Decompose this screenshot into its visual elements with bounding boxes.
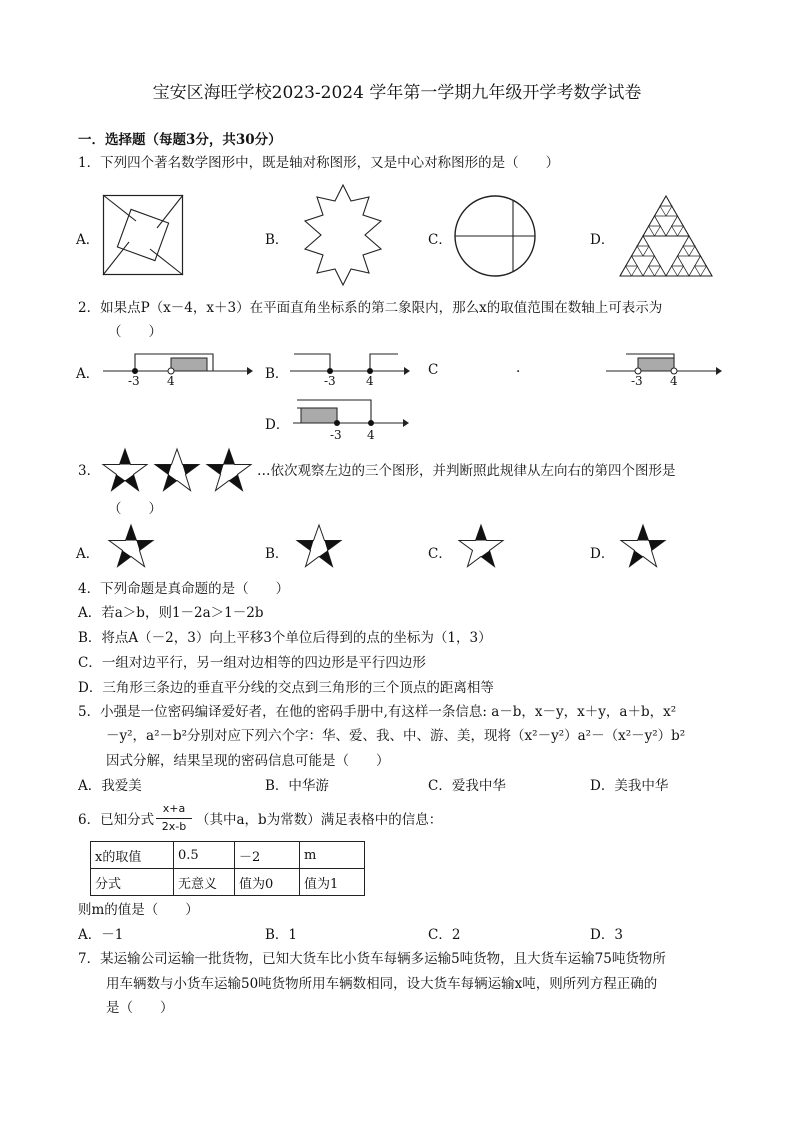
q2-label-c-dot: . xyxy=(516,360,521,376)
q3-star-2 xyxy=(155,449,199,491)
table-cell: m xyxy=(300,842,365,869)
question-2-stem: 2．如果点P（x－4，x＋3）在平面直角坐标系的第二象限内，那么x的取值范围在数轴上可表示为 xyxy=(78,300,663,316)
table-cell: 0.5 xyxy=(174,842,235,869)
table-cell: 值为1 xyxy=(300,869,365,896)
section-heading: 一．选择题（每题3分，共30分） xyxy=(78,132,282,148)
q1-label-d: D． xyxy=(590,232,615,248)
q3-star-1 xyxy=(103,449,147,491)
q2-label-d: D． xyxy=(265,417,290,433)
q2-d-tick-minus3: -3 xyxy=(330,428,342,442)
q6-info-table xyxy=(90,841,365,896)
table-cell: 值为0 xyxy=(235,869,300,896)
q2-number-line-b xyxy=(290,348,410,388)
question-3-stem: …依次观察左边的三个图形，并判断照此规律从左向右的第四个图形是 xyxy=(257,463,676,479)
table-cell: －2 xyxy=(235,842,300,869)
table-cell: 无意义 xyxy=(174,869,235,896)
question-4-stem: 4．下列命题是真命题的是（ ） xyxy=(78,581,290,597)
q3-label-b: B． xyxy=(265,546,289,562)
question-3-paren: （ ） xyxy=(108,501,162,517)
q4-option-a: A．若a＞b，则1－2a＞1－2b xyxy=(78,605,264,621)
q1-koch-snowflake-figure xyxy=(293,183,393,287)
question-7-line3: 是（ ） xyxy=(106,1000,174,1016)
question-7-line1: 7．某运输公司运输一批货物，已知大货车比小货车每辆多运输5吨货物，且大货车运输75吨货物所 xyxy=(78,951,666,967)
q6-fraction-denominator: 2x-b xyxy=(161,820,187,833)
question-5-line2: －y²，a²－b²分别对应下列六个字：华、爱、我、中、游、美，现将（x²－y²）a²－（x²－y²）b² xyxy=(106,728,686,744)
q3-label-d: D． xyxy=(590,546,615,562)
q2-label-c: C xyxy=(428,362,439,378)
q3-option-d-star xyxy=(618,523,668,571)
question-5-line1: 5．小强是一位密码编译爱好者，在他的密码手册中,有这样一条信息: a－b，x－y，x＋y，a＋b，x² xyxy=(78,704,677,720)
q6-fraction-numerator: x+a xyxy=(162,802,186,815)
q3-option-a-star xyxy=(106,523,156,571)
question-3-number: 3． xyxy=(78,463,101,479)
q2-b-tick-minus3: -3 xyxy=(324,374,336,388)
table-cell: 分式 xyxy=(91,869,174,896)
q1-pinwheel-square-figure xyxy=(103,195,183,275)
q5-option-c: C．爱我中华 xyxy=(428,778,506,794)
q4-option-c: C．一组对边平行，另一组对边相等的四边形是平行四边形 xyxy=(78,655,426,671)
q6-option-b: B．1 xyxy=(265,927,298,943)
q2-c-tick-4: 4 xyxy=(670,374,678,388)
q5-option-b: B．中华游 xyxy=(265,778,329,794)
question-6-prefix: 6．已知分式 xyxy=(78,812,155,828)
q2-c-tick-minus3: -3 xyxy=(631,374,643,388)
question-2-paren: （ ） xyxy=(108,324,162,340)
question-7-line2: 用车辆数与小货车运输50吨货物所用车辆数相同，设大货车每辆运输x吨，则所列方程正确的 xyxy=(106,976,658,992)
q3-label-a: A． xyxy=(76,546,100,562)
table-row xyxy=(91,869,365,896)
q2-d-tick-4: 4 xyxy=(367,428,375,442)
q2-label-b: B． xyxy=(265,366,289,382)
q2-a-tick-4: 4 xyxy=(167,374,175,388)
q1-circle-cross-figure xyxy=(453,194,537,278)
q4-option-d: D．三角形三条边的垂直平分线的交点到三角形的三个顶点的距离相等 xyxy=(78,680,494,696)
q2-number-line-a xyxy=(103,348,253,388)
q2-number-line-d xyxy=(293,398,409,438)
q6-option-a: A．－1 xyxy=(78,927,124,943)
table-cell: x的取值 xyxy=(91,842,174,869)
q3-star-3 xyxy=(207,449,251,491)
question-6-question: 则m的值是（ ） xyxy=(78,902,199,918)
q5-option-d: D．美我中华 xyxy=(590,778,669,794)
q2-b-tick-4: 4 xyxy=(366,374,374,388)
q3-star-sequence xyxy=(100,447,260,497)
q6-fraction-bar xyxy=(156,818,192,819)
question-6-suffix: （其中a，b为常数）满足表格中的信息： xyxy=(196,812,443,828)
q6-option-c: C．2 xyxy=(428,927,461,943)
q6-option-d: D．3 xyxy=(590,927,623,943)
q2-label-a: A． xyxy=(76,366,100,382)
q3-option-b-star xyxy=(294,523,344,571)
question-1-stem: 1．下列四个著名数学图形中，既是轴对称图形，又是中心对称图形的是（ ） xyxy=(78,155,560,171)
page-title: 宝安区海旺学校2023-2024 学年第一学期九年级开学考数学试卷 xyxy=(152,83,642,103)
q3-option-c-star xyxy=(456,523,506,571)
question-5-line3: 因式分解，结果呈现的密码信息可能是（ ） xyxy=(106,753,390,769)
q2-number-line-c xyxy=(606,348,722,388)
q1-label-c: C． xyxy=(428,232,452,248)
q1-label-b: B． xyxy=(265,232,289,248)
q1-sierpinski-triangle-figure xyxy=(618,194,714,278)
q4-option-b: B．将点A（－2，3）向上平移3个单位后得到的点的坐标为（1，3） xyxy=(78,630,492,646)
q2-a-tick-minus3: -3 xyxy=(128,374,140,388)
q1-label-a: A． xyxy=(76,232,100,248)
q5-option-a: A．我爱美 xyxy=(78,778,142,794)
q3-label-c: C． xyxy=(428,546,452,562)
table-row xyxy=(91,842,365,869)
